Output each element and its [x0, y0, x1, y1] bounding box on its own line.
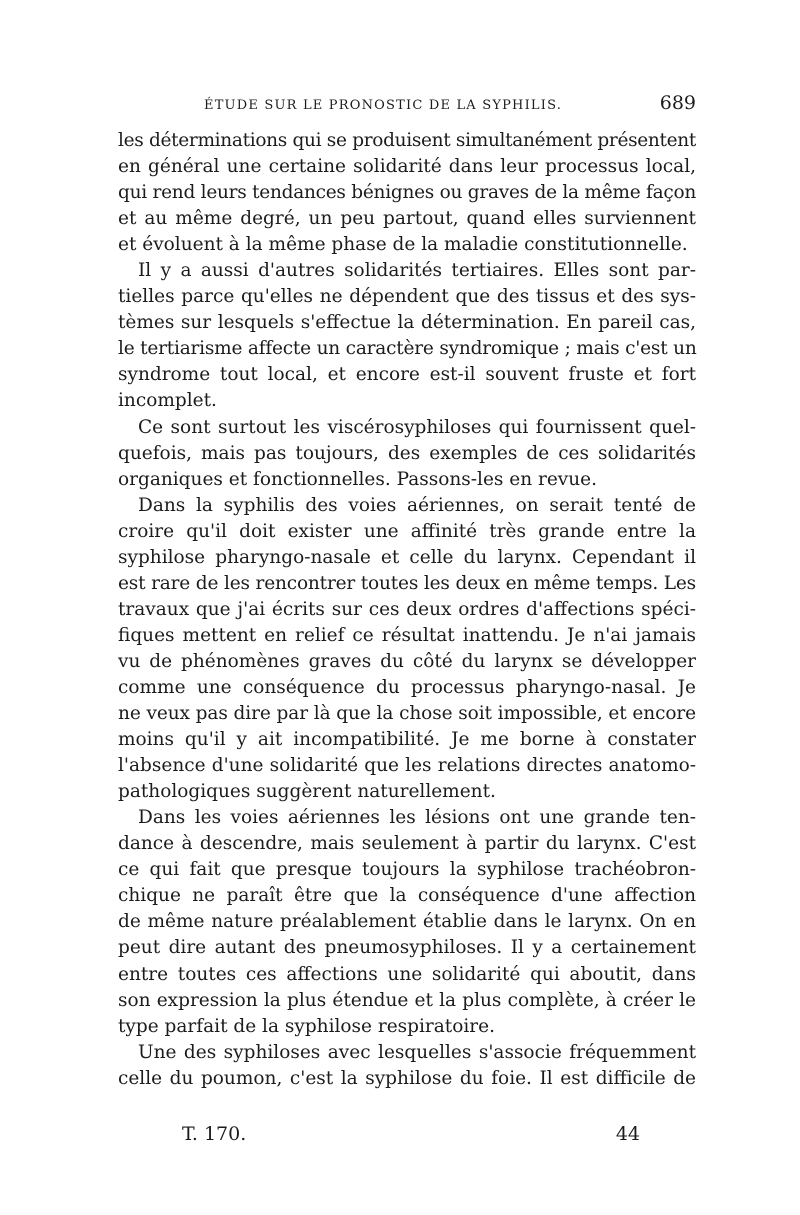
text-line: et évoluent à la même phase de la maladie constitutionnelle.	[118, 234, 688, 256]
text-line: le tertiarisme affecte un caractère syndromique ; mais c'est un	[118, 338, 697, 360]
text-line: dance à descendre, mais seulement à partir du larynx. C'est	[118, 833, 696, 855]
text-line: et au même degré, un peu partout, quand elles surviennent	[118, 208, 696, 230]
text-line: entre toutes ces affections une solidarité qui aboutit, dans	[118, 963, 696, 985]
text-line: pathologiques suggèrent naturellement.	[118, 781, 496, 803]
text-line: croire qu'il doit exister une affinité très grande entre la	[118, 520, 696, 542]
text-line: type parfait de la syphilose respiratoire.	[118, 1015, 495, 1037]
paragraph-start-line: Il y a aussi d'autres solidarités tertiaires. Elles sont par-	[138, 260, 696, 282]
text-line: tèmes sur lesquels s'effectue la détermination. En pareil cas,	[118, 312, 696, 334]
text-line: comme une conséquence du processus pharyngo-nasal. Je	[118, 676, 696, 698]
text-line: syphilose pharyngo-nasale et celle du larynx. Cependant il	[118, 546, 696, 568]
text-line: de même nature préalablement établie dans le larynx. On en	[118, 911, 696, 933]
paragraph-start-line: Dans la syphilis des voies aériennes, on serait tenté de	[138, 494, 696, 516]
text-line: l'absence d'une solidarité que les relations directes anatomo-	[118, 755, 696, 777]
text-line: tielles parce qu'elles ne dépendent que des tissus et des sys-	[118, 286, 696, 308]
text-line: travaux que j'ai écrits sur ces deux ordres d'affections spéci-	[118, 598, 696, 620]
paragraph-start-line: Dans les voies aériennes les lésions ont une grande ten-	[138, 807, 696, 829]
text-line: quefois, mais pas toujours, des exemples de ces solidarités	[118, 442, 696, 464]
text-line: syndrome tout local, et encore est-il souvent fruste et fort	[118, 364, 696, 386]
text-line: ne veux pas dire par là que la chose soit impossible, et encore	[118, 703, 696, 725]
page-footer	[118, 1123, 696, 1151]
text-line: moins qu'il y ait incompatibilité. Je me borne à constater	[118, 729, 696, 751]
text-line: son expression la plus étendue et la plus complète, à créer le	[118, 989, 696, 1011]
running-title: ÉTUDE SUR LE PRONOSTIC DE LA SYPHILIS.	[204, 98, 563, 113]
text-line: organiques et fonctionnelles. Passons-les en revue.	[118, 468, 597, 490]
page-number: 689	[659, 92, 696, 114]
running-header	[118, 92, 696, 118]
text-line: les déterminations qui se produisent simultanément présentent	[118, 130, 696, 151]
text-line: celle du poumon, c'est la syphilose du foie. Il est difficile de	[118, 1067, 696, 1089]
paragraph-start-line: Une des syphiloses avec lesquelles s'associe fréquemment	[138, 1041, 696, 1063]
text-line: qui rend leurs tendances bénignes ou graves de la même façon	[118, 182, 696, 204]
text-line: est rare de les rencontrer toutes les deux en même temps. Les	[118, 572, 696, 594]
text-line: incomplet.	[118, 390, 217, 412]
text-line: fiques mettent en relief ce résultat inattendu. Je n'ai jamais	[118, 624, 696, 646]
body-text	[118, 128, 696, 1092]
text-line: en général une certaine solidarité dans leur processus local,	[118, 156, 696, 178]
paragraph-start-line: Ce sont surtout les viscérosyphiloses qui fournissent quel-	[138, 416, 696, 438]
sheet-number: 44	[615, 1123, 640, 1145]
text-line: ce qui fait que presque toujours la syphilose trachéobron-	[118, 859, 696, 881]
text-line: peut dire autant des pneumosyphiloses. Il y a certainement	[118, 937, 696, 959]
text-line: chique ne paraît être que la conséquence d'une affection	[118, 885, 696, 907]
signature-mark: T. 170.	[182, 1123, 247, 1145]
text-line: vu de phénomènes graves du côté du larynx se développer	[118, 650, 696, 672]
